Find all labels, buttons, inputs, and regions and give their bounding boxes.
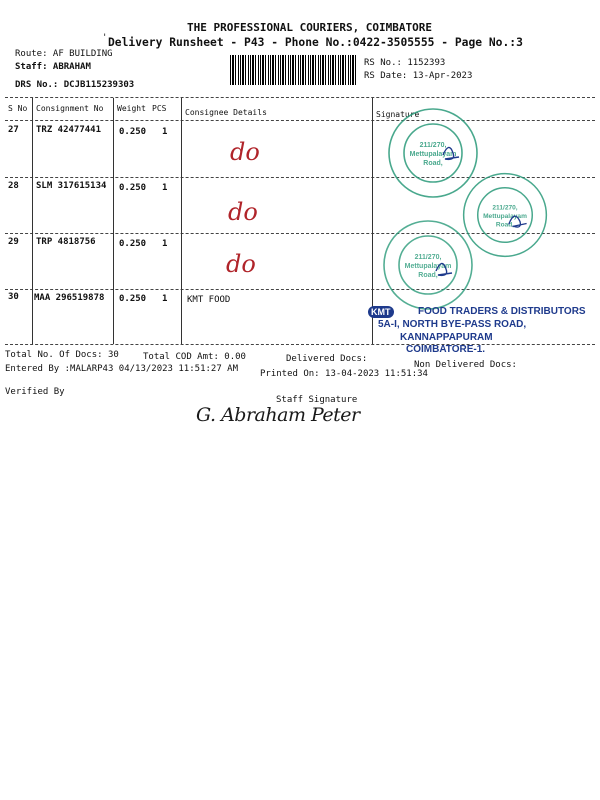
barcode: [230, 55, 356, 85]
kmt-logo: KMT: [368, 306, 394, 318]
row-consignment: TRP 4818756: [36, 237, 96, 247]
svg-text:211/270,: 211/270,: [414, 254, 442, 261]
drs-number: DRS No.: DCJB115239303: [15, 80, 135, 90]
row-pcs: 1: [162, 239, 168, 249]
row-consignment: MAA 296519878: [34, 293, 105, 303]
rs-date: RS Date: 13-Apr-2023: [364, 71, 473, 81]
row-sno: 30: [8, 292, 19, 302]
non-delivered-docs: Non Delivered Docs:: [414, 360, 517, 370]
svg-text:211/270,: 211/270,: [492, 204, 518, 212]
kmt-line3: KANNAPPAPURAM: [400, 332, 493, 343]
row-weight: 0.250: [119, 127, 147, 137]
kmt-food-stamp: [368, 306, 586, 368]
row-consignee-details: KMT FOOD: [187, 295, 231, 305]
table-header-rule: [5, 120, 595, 121]
kmt-line4: COIMBATORE-1.: [406, 344, 486, 355]
verified-by: Verified By: [5, 387, 65, 397]
row-pcs: 1: [162, 127, 168, 137]
header-weight: Weight: [117, 104, 146, 113]
svg-text:Road,: Road,: [423, 160, 443, 167]
handwritten-ditto-mark: do: [228, 198, 258, 226]
row-divider: [5, 289, 595, 290]
handwritten-ditto-mark: do: [230, 138, 260, 166]
table-top-rule: [5, 97, 595, 98]
row-consignment: SLM 317615134: [36, 181, 107, 191]
staff-signature-label: Staff Signature: [276, 395, 358, 405]
column-divider: [32, 98, 33, 344]
row-weight: 0.250: [119, 239, 147, 249]
header-consignee: Consignee Details: [185, 108, 267, 117]
svg-text:Mettupalayam: Mettupalayam: [404, 263, 452, 270]
svg-text:211/270,: 211/270,: [419, 142, 447, 149]
handwritten-ditto-mark: do: [226, 250, 256, 278]
row-consignment: TRZ 42477441: [36, 125, 102, 135]
rs-number: RS No.: 1152393: [364, 58, 446, 68]
row-weight: 0.250: [119, 294, 147, 304]
kmt-line2: 5A-I, NORTH BYE-PASS ROAD,: [378, 319, 527, 330]
header-sno: S No: [8, 104, 28, 113]
company-title: THE PROFESSIONAL COURIERS, COIMBATORE: [187, 21, 433, 34]
svg-text:Road,: Road,: [418, 272, 438, 279]
kmt-line1: FOOD TRADERS & DISTRIBUTORS: [418, 306, 586, 317]
staff-label: Staff: ABRAHAM: [15, 62, 91, 72]
svg-text:Road,: Road,: [495, 221, 515, 229]
column-divider: [113, 98, 114, 344]
total-docs: Total No. Of Docs: 30: [5, 350, 119, 360]
guard-industries-stamp: [378, 215, 478, 315]
row-pcs: 1: [162, 183, 168, 193]
svg-text:Mettupalayam: Mettupalayam: [483, 212, 527, 220]
header-consignment: Consignment No: [36, 104, 104, 113]
total-cod: Total COD Amt: 0.00: [143, 352, 246, 362]
tick-mark: ': [102, 33, 108, 43]
row-pcs: 1: [162, 294, 168, 304]
printed-on: Printed On: 13-04-2023 11:51:34: [260, 369, 428, 379]
row-sno: 29: [8, 237, 19, 247]
svg-text:Mettupalayam: Mettupalayam: [409, 151, 457, 158]
column-divider: [181, 98, 182, 344]
row-sno: 27: [8, 125, 19, 135]
route-label: Route: AF BUILDING: [15, 49, 113, 59]
row-weight: 0.250: [119, 183, 147, 193]
row-sno: 28: [8, 181, 19, 191]
entered-by: Entered By :MALARP43 04/13/2023 11:51:27 AM: [5, 364, 238, 374]
delivered-docs: Delivered Docs:: [286, 354, 368, 364]
header-pcs: PCS: [152, 104, 167, 113]
header-signature: Signature: [376, 110, 420, 119]
staff-signature: G. Abraham Peter: [196, 404, 360, 426]
runsheet-title: Delivery Runsheet - P43 - Phone No.:0422-3505555 - Page No.:3: [108, 36, 523, 49]
